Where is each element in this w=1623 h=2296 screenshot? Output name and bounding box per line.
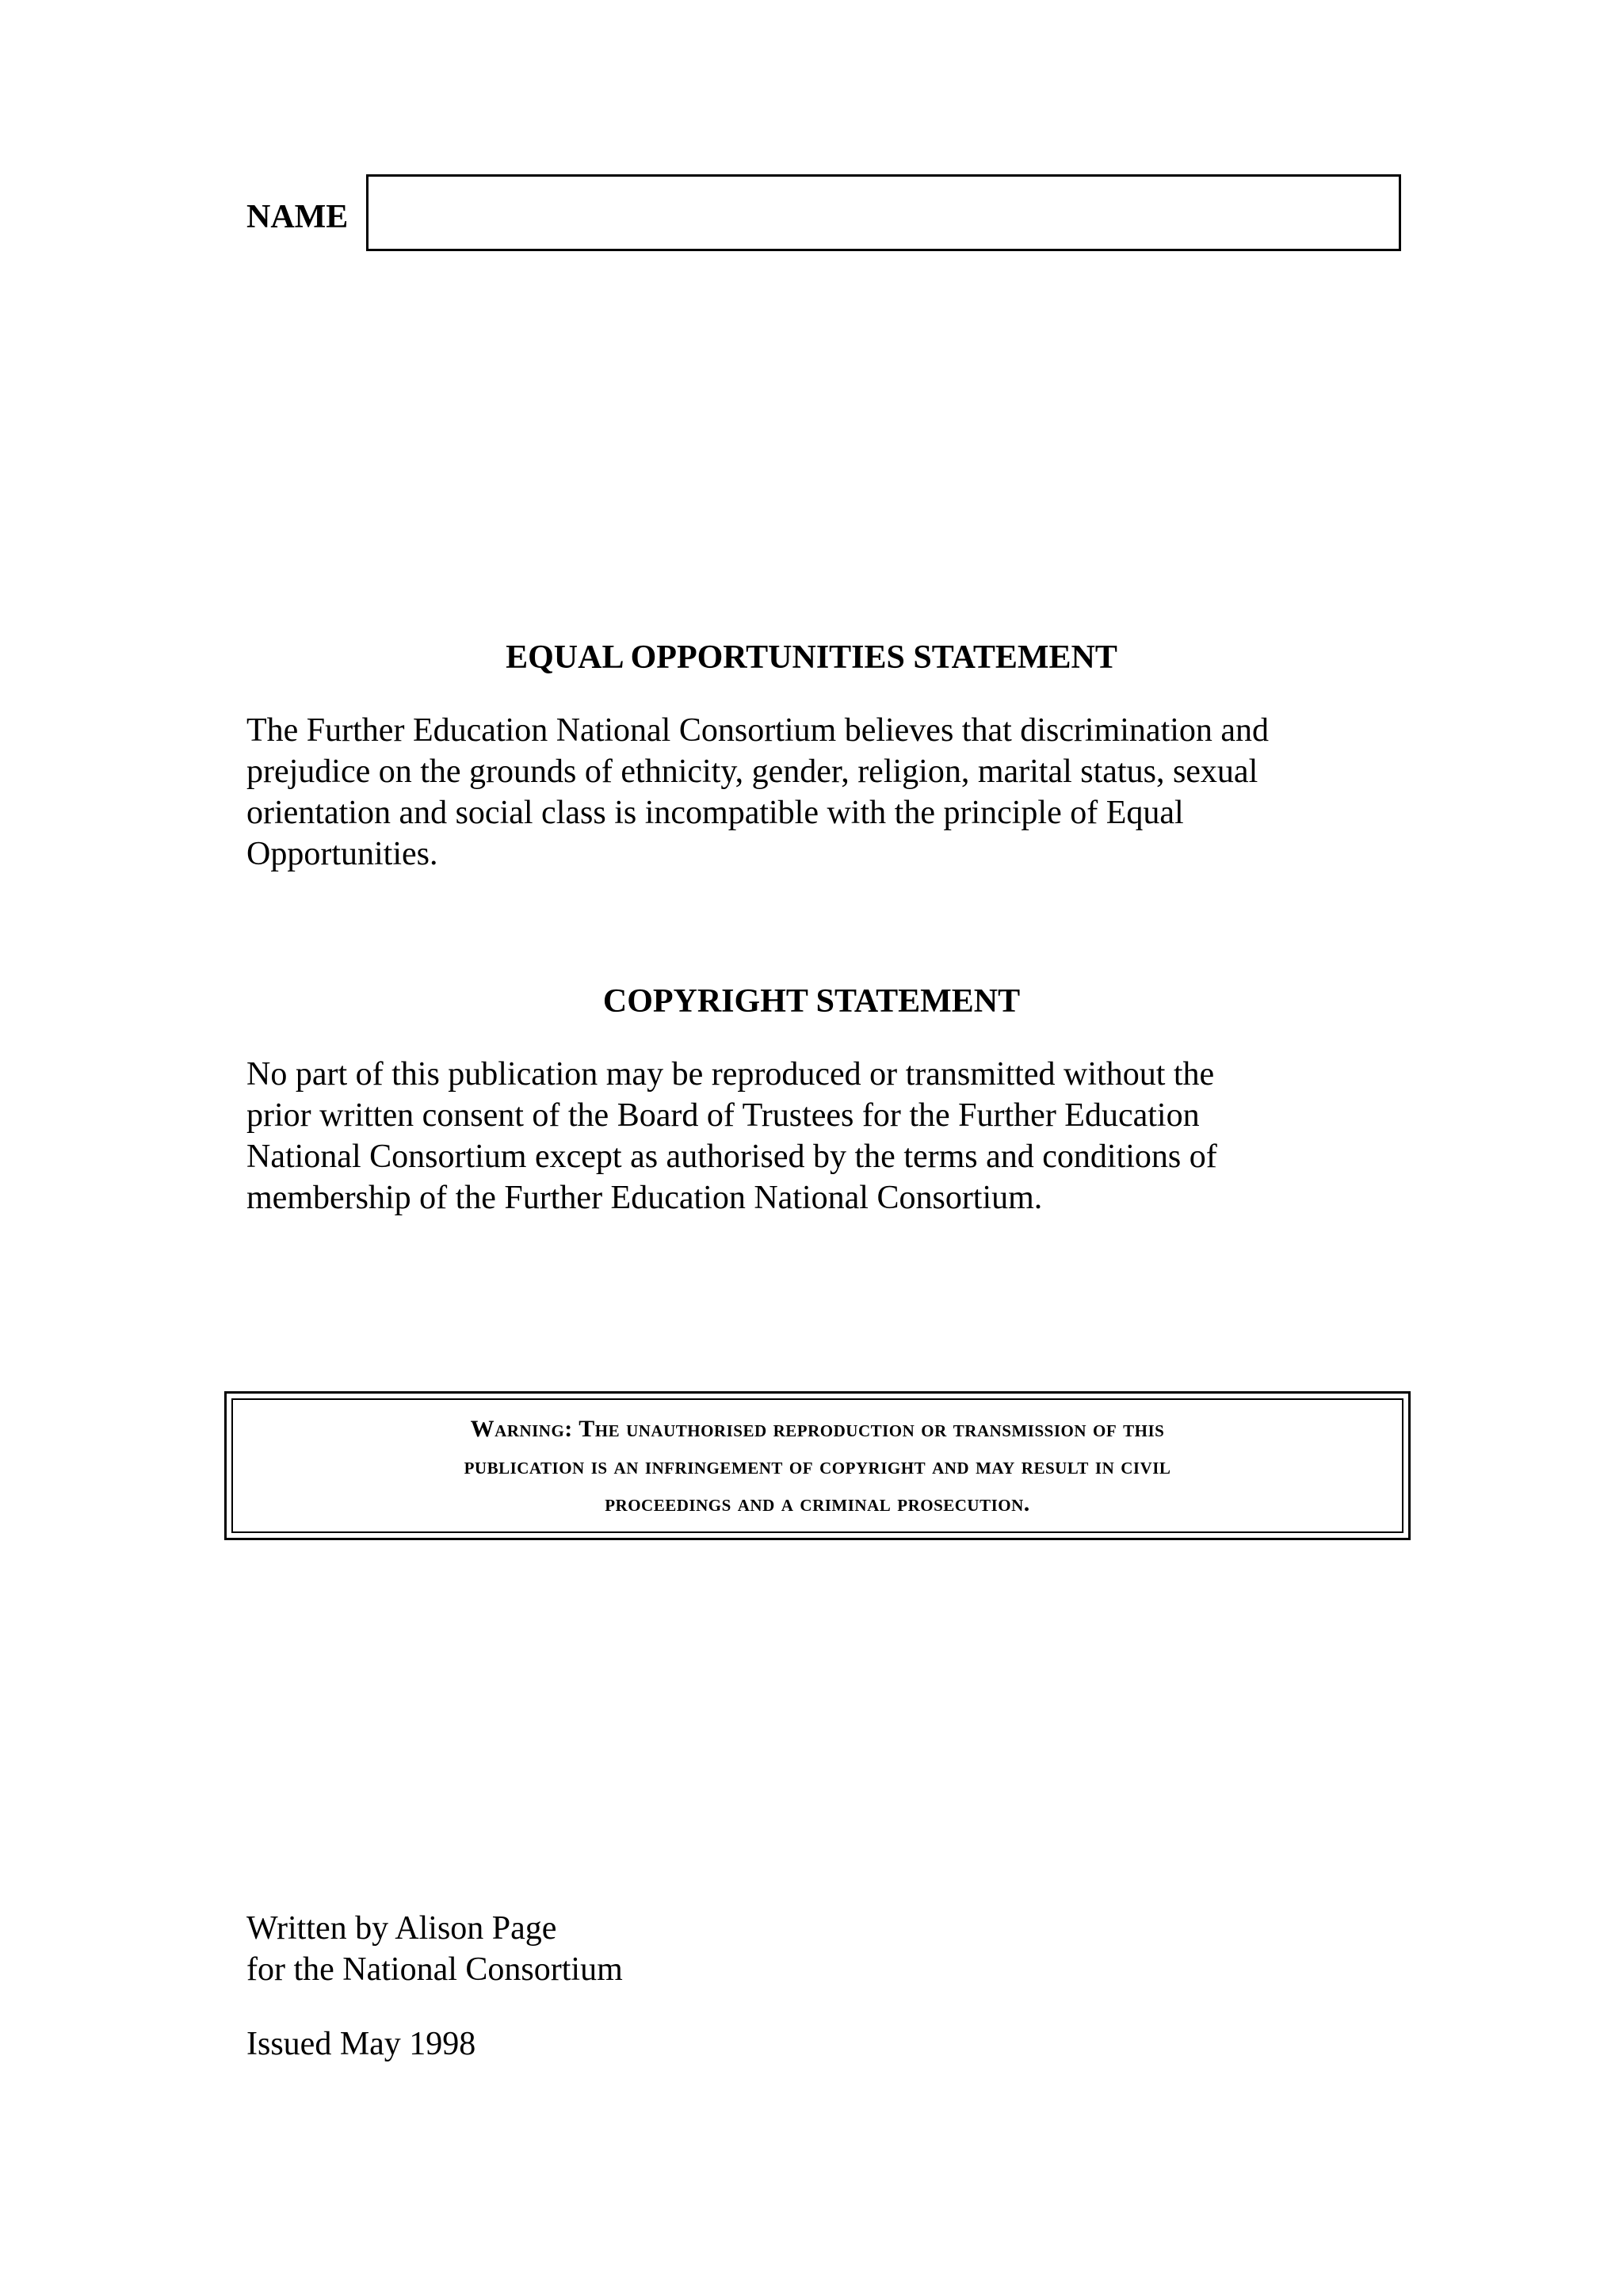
equal-opportunities-paragraph bbox=[246, 710, 1403, 875]
paragraph-line: membership of the Further Education National Consortium. bbox=[246, 1180, 1043, 1216]
name-label: NAME bbox=[246, 199, 349, 235]
paragraph-line: orientation and social class is incompatible with the principle of Equal bbox=[246, 795, 1184, 831]
warning-box bbox=[224, 1391, 1411, 1540]
paragraph-line: Opportunities. bbox=[246, 836, 438, 872]
warning-inner-border bbox=[231, 1398, 1403, 1533]
paragraph-line: prior written consent of the Board of Trustees for the Further Education bbox=[246, 1097, 1200, 1134]
paragraph-line: prejudice on the grounds of ethnicity, gender, religion, marital status, sexual bbox=[246, 753, 1258, 790]
warning-line: Warning: The unauthorised reproduction or transmission of this bbox=[470, 1415, 1165, 1442]
equal-opportunities-heading: EQUAL OPPORTUNITIES STATEMENT bbox=[506, 639, 1117, 676]
warning-line: publication is an infringement of copyright and may result in civil bbox=[464, 1452, 1171, 1479]
author-line: Written by Alison Page bbox=[246, 1910, 557, 1947]
paragraph-line: The Further Education National Consortium believes that discrimination and bbox=[246, 712, 1270, 749]
copyright-heading: COPYRIGHT STATEMENT bbox=[602, 983, 1021, 1020]
paragraph-line: No part of this publication may be reproduced or transmitted without the bbox=[246, 1056, 1215, 1093]
warning-line: proceedings and a criminal prosecution. bbox=[605, 1489, 1030, 1516]
copyright-paragraph bbox=[246, 1054, 1403, 1219]
paragraph-line: National Consortium except as authorised by the terms and conditions of bbox=[246, 1138, 1217, 1175]
organisation-line: for the National Consortium bbox=[246, 1951, 623, 1988]
name-input-box[interactable] bbox=[366, 174, 1401, 251]
warning-text bbox=[464, 1410, 1171, 1522]
issued-date: Issued May 1998 bbox=[246, 2026, 476, 2062]
